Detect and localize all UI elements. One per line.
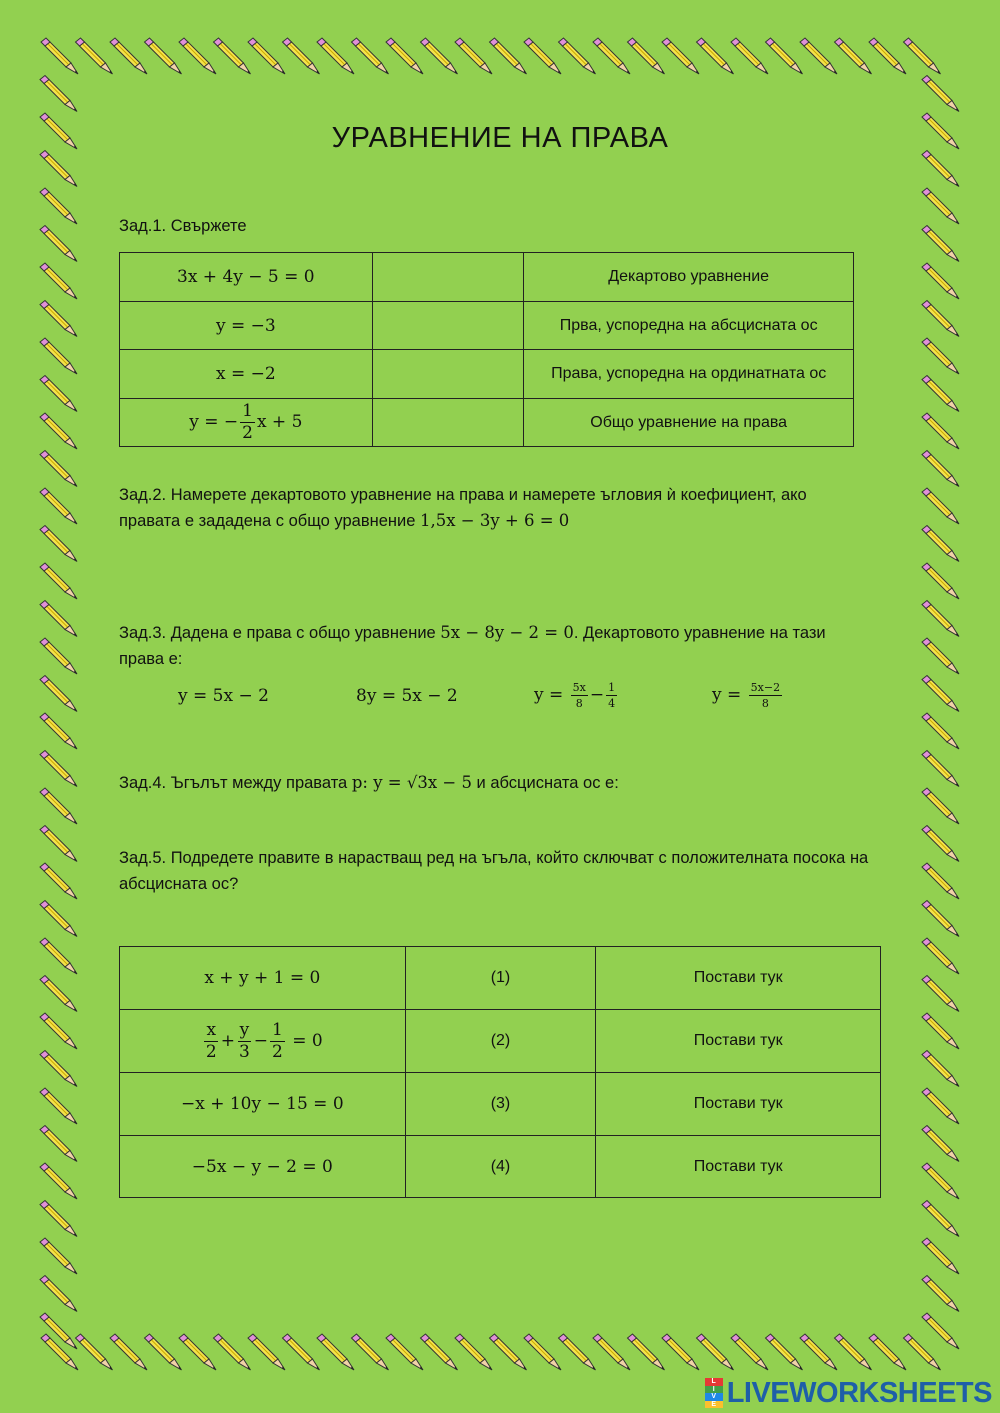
fraction-numerator: 1	[608, 681, 616, 694]
drop-slot[interactable]	[372, 253, 524, 302]
fraction-numerator: 1	[242, 401, 253, 421]
fraction	[606, 682, 617, 709]
fraction-numerator: x	[206, 1019, 217, 1040]
fraction-numerator: 5x−2	[750, 681, 781, 694]
equation-prefix: y = −	[189, 412, 239, 432]
equation-cell	[120, 947, 406, 1010]
task1-label: Зад.1. Свържете	[119, 217, 247, 235]
task4-tail: и абсцисната ос е:	[471, 774, 619, 792]
live-badge-icon	[705, 1378, 723, 1408]
order-number: (3)	[405, 1073, 596, 1136]
fraction	[204, 1019, 219, 1062]
task4-label: Зад.4. Ъгълът между правата	[119, 774, 352, 792]
order-number: (2)	[405, 1010, 596, 1073]
fraction-denominator: 8	[575, 697, 583, 710]
table-row	[120, 302, 854, 350]
badge-letter: I	[705, 1386, 723, 1394]
order-number: (1)	[405, 947, 596, 1010]
fraction	[240, 403, 255, 442]
fraction-denominator: 4	[608, 697, 616, 710]
badge-letter: L	[705, 1378, 723, 1386]
option-d-prefix: y =	[712, 685, 747, 705]
drop-slot[interactable]: Постави тук	[596, 947, 881, 1010]
description-cell: Права, успоредна на ординатната ос	[524, 350, 854, 399]
task3-option-b[interactable]: 8y = 5x − 2	[356, 686, 458, 706]
equation-cell	[120, 1136, 406, 1198]
equation: −5x − y − 2 = 0	[191, 1156, 333, 1177]
task3-option-a[interactable]: y = 5x − 2	[178, 686, 269, 706]
equation: −x + 10y − 15 = 0	[180, 1094, 344, 1114]
fraction-numerator: 5x	[572, 681, 586, 694]
fraction-numerator: 1	[272, 1019, 283, 1040]
task4-equation-end: x − 5	[427, 773, 472, 792]
equation-cell: $\frac{x}{2}$ + $\frac{y}{3}$ − $\frac{1}{2}$ = 0	[120, 1010, 406, 1073]
task3-option-d[interactable]	[712, 682, 784, 709]
task2-line2-text: правата е зададена с общо уравнение	[119, 512, 420, 530]
equation-suffix: = 0	[292, 1030, 323, 1051]
table-row	[120, 1010, 881, 1073]
task3-line1-tail: . Декартовото уравнение на тази	[573, 624, 826, 642]
fraction	[749, 682, 782, 709]
drop-slot[interactable]: Постави тук	[596, 1073, 881, 1136]
fraction	[270, 1019, 285, 1062]
page-title: УРАВНЕНИЕ НА ПРАВА	[331, 122, 669, 154]
task4-text	[119, 770, 619, 796]
drop-slot[interactable]	[372, 302, 524, 350]
task1-table	[119, 252, 854, 447]
task2-line1: Зад.2. Намерете декартовото уравнение на права и намерете ъгловия ѝ коефициент, ако	[119, 486, 807, 504]
task3-line1	[119, 620, 826, 646]
fraction-denominator: 2	[242, 423, 253, 443]
table-row	[120, 947, 881, 1010]
equation-suffix: x + 5	[256, 412, 303, 432]
table-row	[120, 1073, 881, 1136]
task4-equation-start: p: y = √3	[351, 773, 428, 792]
fraction	[571, 682, 588, 709]
drop-slot[interactable]	[372, 350, 524, 399]
equation: x + y + 1 = 0	[204, 968, 321, 988]
task3-option-c[interactable]	[534, 682, 619, 709]
fraction-numerator: y	[239, 1019, 250, 1040]
task2-equation: 1,5x − 3y + 6 = 0	[419, 511, 570, 530]
order-number: (4)	[405, 1136, 596, 1198]
fraction-denominator: 2	[205, 1041, 217, 1062]
task3-text	[119, 620, 826, 672]
equation-cell	[120, 253, 373, 302]
fraction	[237, 1019, 252, 1062]
description-cell: Прва, успоредна на абсцисната ос	[524, 302, 854, 350]
task5-table	[119, 946, 881, 1198]
task5-line1: Зад.5. Подредете правите в нарастващ ред на ъгъла, който сключват с положителната посока на	[119, 849, 869, 867]
equation-cell	[120, 1073, 406, 1136]
drop-slot[interactable]	[372, 399, 524, 447]
task3-line1-text: Зад.3. Дадена е права с общо уравнение	[119, 624, 441, 642]
equation: y = −3	[215, 315, 276, 336]
option-c-minus: −	[589, 685, 605, 705]
description-cell: Декартово уравнение	[524, 253, 854, 302]
description-cell: Общо уравнение на права	[524, 399, 854, 447]
task2-line2	[119, 508, 807, 534]
fraction-denominator: 8	[761, 697, 769, 710]
drop-slot[interactable]: Постави тук	[596, 1010, 881, 1073]
logo-text: LIVEWORKSHEETS	[726, 1376, 992, 1409]
task2-text	[119, 482, 807, 534]
badge-letter: V	[705, 1393, 723, 1401]
equation-cell	[120, 350, 373, 399]
table-row	[120, 253, 854, 302]
table-row	[120, 1136, 881, 1198]
fraction-denominator: 2	[272, 1041, 283, 1062]
drop-slot[interactable]: Постави тук	[596, 1136, 881, 1198]
fraction-denominator: 3	[238, 1041, 250, 1062]
liveworksheets-logo[interactable]	[705, 1377, 992, 1409]
equation: 3x + 4y − 5 = 0	[177, 267, 315, 287]
task5-text	[119, 845, 868, 897]
task3-line2: права е:	[119, 650, 183, 668]
task5-line2: абсцисната ос?	[119, 875, 239, 893]
equation-cell	[120, 302, 373, 350]
task3-equation: 5x − 8y − 2 = 0	[440, 623, 574, 642]
option-c-prefix: y =	[534, 685, 569, 705]
badge-letter: E	[705, 1401, 723, 1409]
table-row	[120, 399, 854, 447]
table-row	[120, 350, 854, 399]
equation: x = −2	[215, 364, 276, 384]
equation-cell	[120, 399, 373, 447]
